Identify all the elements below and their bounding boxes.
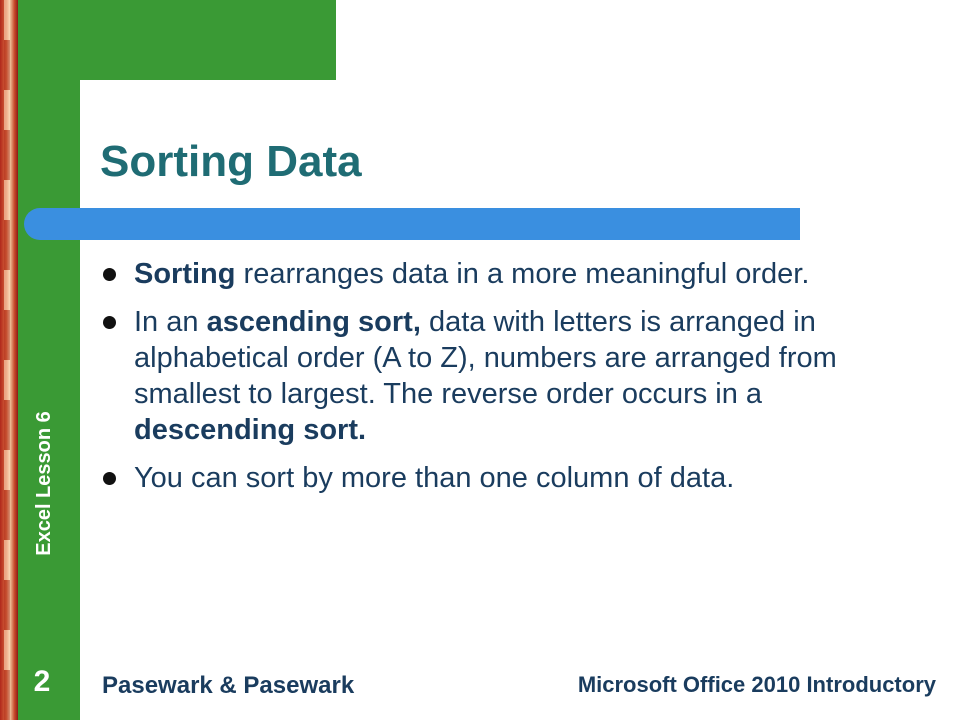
- bullet-item: [100, 304, 840, 448]
- bullet-text: data with letters is arranged in alphabetical order (A to Z), numbers are arranged from smallest to largest. The reverse order occurs in a: [134, 306, 837, 410]
- green-top-block: [18, 0, 336, 80]
- slide-title: Sorting Data: [100, 137, 362, 186]
- bullet-text: In an: [134, 306, 207, 338]
- title-accent-bar: [24, 208, 800, 240]
- bullet-text: rearranges data in a more meaningful order.: [235, 258, 810, 290]
- footer-course: Microsoft Office 2010 Introductory: [577, 672, 936, 697]
- bullet-text-bold: descending sort.: [134, 414, 367, 446]
- green-sidebar: [18, 0, 80, 720]
- bullet-text: You can sort by more than one column of data.: [134, 462, 735, 494]
- lesson-label: Excel Lesson 6: [32, 410, 55, 556]
- bullet-list: [100, 256, 840, 508]
- bullet-item: [100, 256, 840, 292]
- bullet-text-bold: ascending sort,: [206, 306, 421, 338]
- decorative-image-strip: [0, 0, 18, 720]
- bullet-text-bold: Sorting: [134, 258, 236, 290]
- bullet-dot: [103, 316, 116, 329]
- bullet-dot: [103, 268, 116, 281]
- footer-authors: Pasewark & Pasewark: [102, 672, 355, 699]
- bullet-dot: [103, 472, 116, 485]
- slide-number: 2: [33, 665, 51, 698]
- bullet-item: [100, 460, 840, 496]
- lesson-label-container: [22, 383, 66, 583]
